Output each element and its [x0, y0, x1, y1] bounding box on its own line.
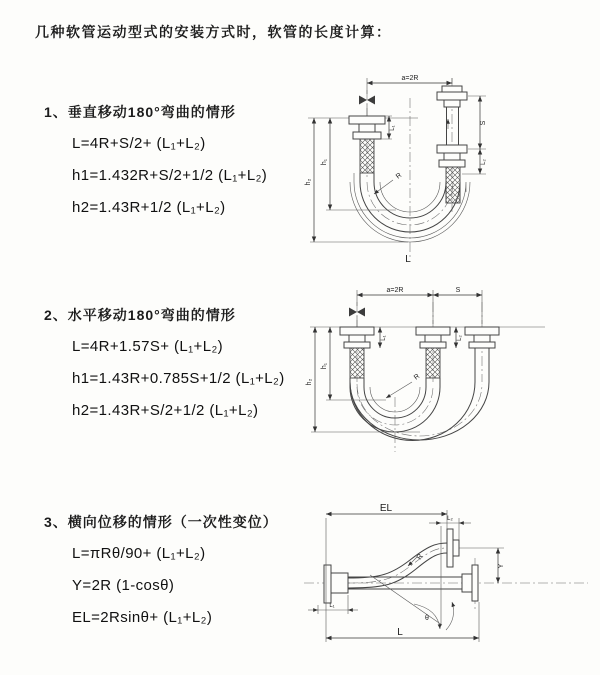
formula-l: L=4R+S/2+ (L₁+L₂) [72, 135, 206, 152]
dimension-l [326, 602, 479, 642]
hose-u-arcs [350, 348, 489, 440]
dimension-l1 [308, 595, 358, 614]
section-3-heading: 3、横向位移的情形（一次性变位） [44, 514, 278, 530]
angle-construction [370, 526, 454, 630]
section-lateral-displacement [44, 512, 314, 634]
formula-h2: h2=1.43R+1/2 (L₁+L₂) [72, 199, 226, 216]
dim-label-a2r: a=2R [386, 287, 404, 294]
dimension-a-2r [367, 75, 452, 94]
section-1-heading: 1、垂直移动180°弯曲的情形 [44, 104, 236, 120]
dim-label-l1: L₁ [390, 125, 396, 131]
dim-label-l1: L₁ [329, 603, 335, 609]
formula-y: Y=2R (1-cosθ) [72, 577, 175, 594]
diagram-horizontal-180-bend [300, 282, 595, 462]
centerlines [367, 78, 453, 258]
dim-label-s: S [455, 287, 461, 294]
left-flange [324, 565, 348, 603]
right-flange [465, 327, 499, 348]
length-label: L [405, 254, 411, 265]
dimension-l1 [380, 327, 387, 348]
dim-label-l1: L₁ [381, 335, 387, 341]
radius-callout [386, 373, 421, 398]
radius-label: R [412, 372, 422, 382]
page-title: 几种软管运动型式的安装方式时，软管的长度计算： [35, 24, 392, 40]
dim-label-l: L [397, 627, 403, 638]
angle-label: θ [425, 615, 429, 622]
radius-label: R [394, 171, 404, 181]
dim-label-h1: h₁ [321, 158, 328, 166]
radius-label: R [415, 552, 425, 562]
section-horizontal-movement [44, 305, 314, 427]
formula-h1: h1=1.432R+S/2+1/2 (L₁+L₂) [72, 167, 268, 184]
hose-s-curve [348, 543, 447, 588]
right-flange-upper [437, 86, 467, 107]
dim-label-l2: L₂ [481, 159, 487, 165]
dimension-l2 [480, 149, 487, 174]
middle-braid-hose [426, 348, 440, 378]
left-flange [349, 116, 385, 139]
upper-right-flange [447, 529, 459, 567]
section-vertical-movement [44, 102, 314, 224]
left-braid-hose [350, 348, 364, 378]
dimension-l2 [456, 327, 463, 348]
middle-flange [416, 327, 450, 348]
dim-label-h1: h₁ [321, 362, 328, 370]
dimension-a-2r [357, 287, 482, 324]
formula-l: L=4R+1.57S+ (L₁+L₂) [72, 338, 224, 355]
radius-callout [374, 172, 403, 194]
dimension-s [433, 287, 482, 295]
diagram-vertical-180-bend [300, 70, 590, 265]
section-2-heading: 2、水平移动180°弯曲的情形 [44, 307, 236, 323]
dim-label-l2: L₂ [457, 335, 463, 341]
dim-label-y: Y [498, 563, 505, 569]
formula-el: EL=2Rsinθ+ (L₁+L₂) [72, 609, 213, 626]
dim-label-h2: h₂ [306, 378, 313, 386]
formula-h2: h2=1.43R+S/2+1/2 (L₁+L₂) [72, 402, 259, 419]
left-braid-hose [360, 139, 374, 173]
formula-h1: h1=1.43R+0.785S+1/2 (L₁+L₂) [72, 370, 285, 387]
right-flange-lower [437, 145, 467, 167]
dim-label-l2: L₂ [447, 516, 453, 522]
dim-label-a2r: a=2R [401, 75, 419, 82]
formula-l: L=πRθ/90+ (L₁+L₂) [72, 545, 206, 562]
dim-label-el: EL [379, 503, 393, 514]
diagram-lateral-displacement [296, 498, 596, 663]
dim-label-h2: h₂ [305, 178, 312, 186]
dim-label-s: S [480, 120, 487, 126]
left-flange [340, 327, 374, 348]
